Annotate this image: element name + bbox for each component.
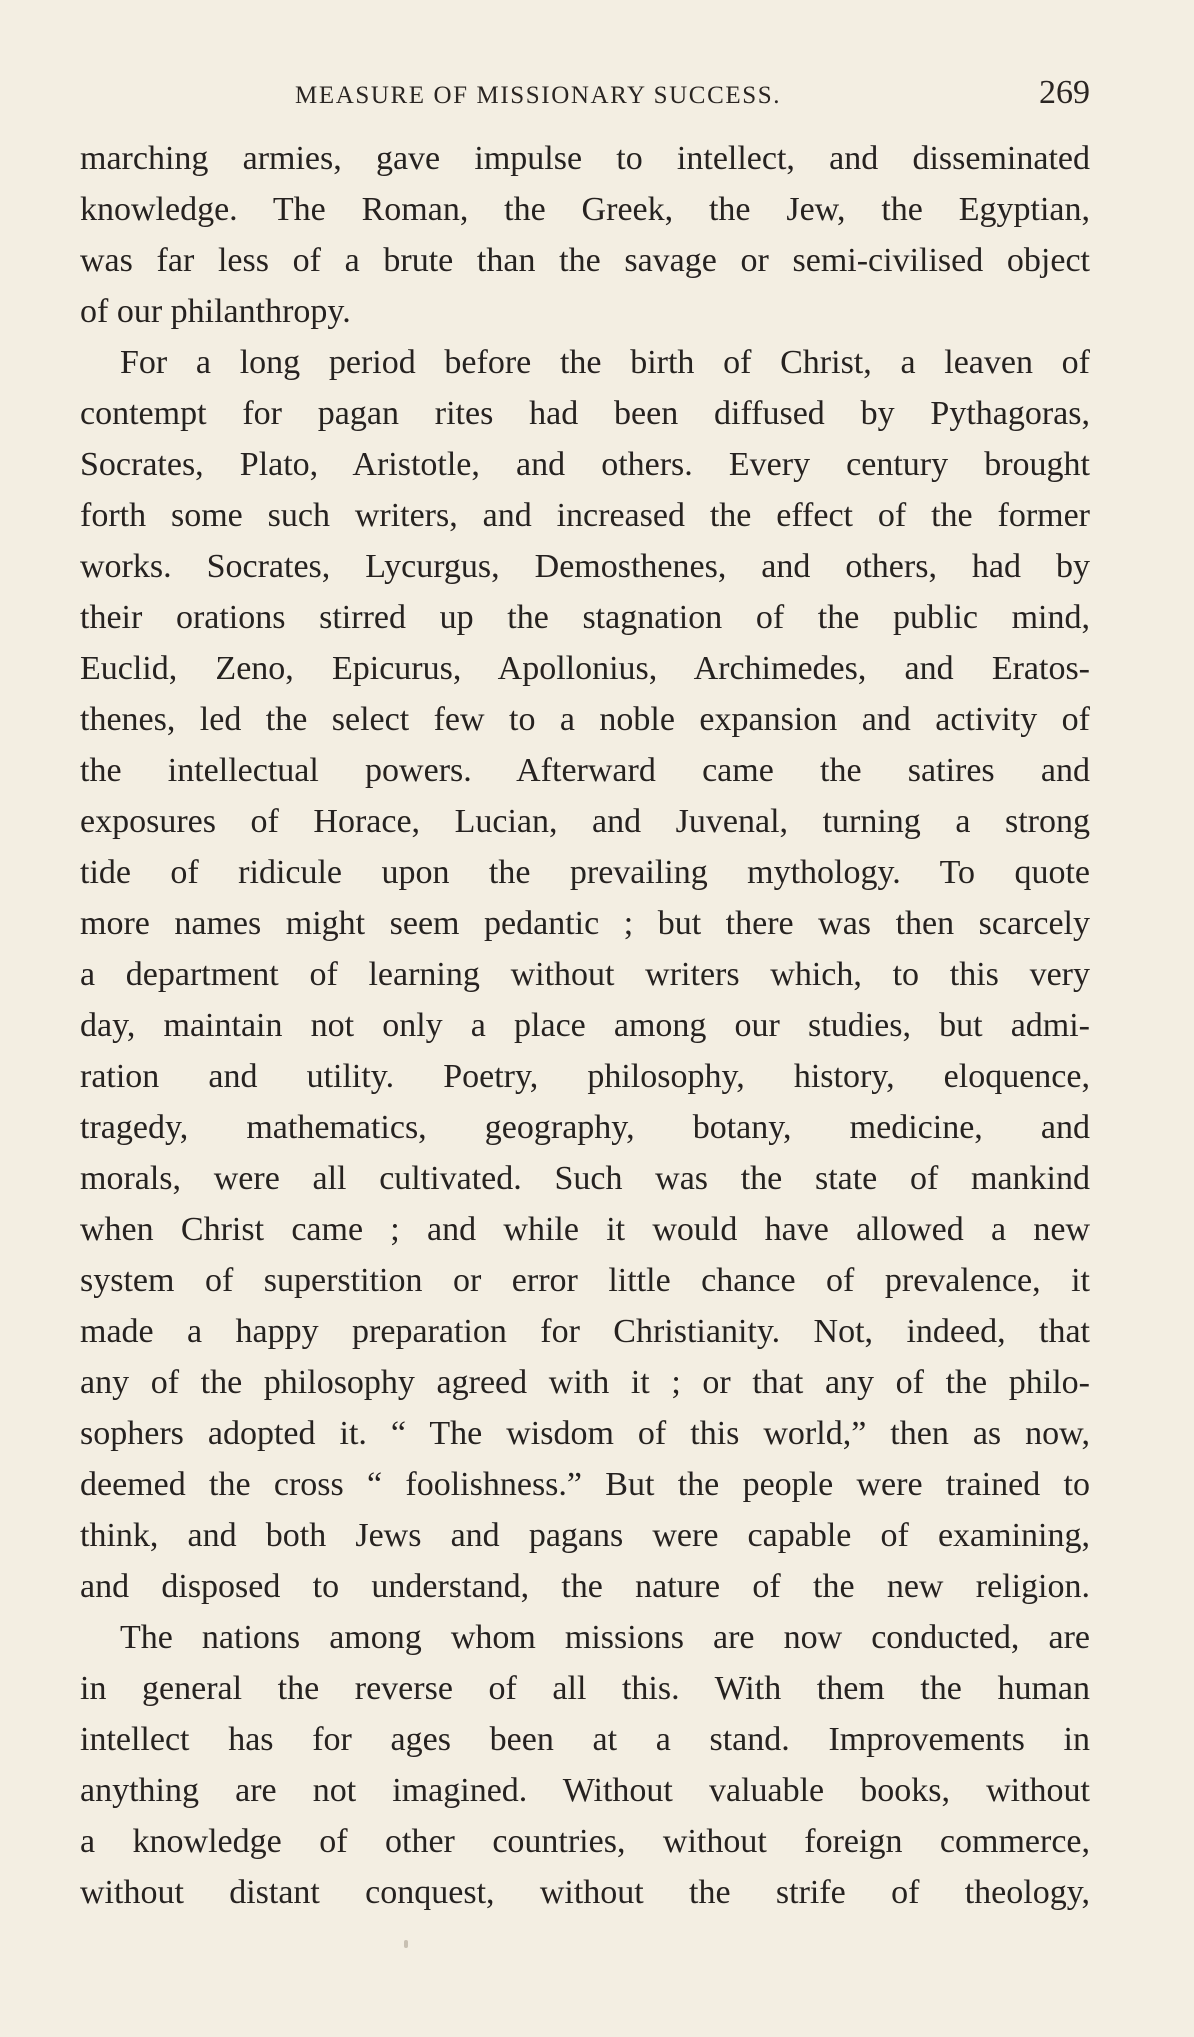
text-line: exposures of Horace, Lucian, and Juvenal, turning a strong (80, 803, 1090, 840)
text-line: a department of learning without writers which, to this very (80, 956, 1090, 993)
text-line: sophers adopted it. “ The wisdom of this world,” then as now, (80, 1415, 1090, 1452)
text-line: forth some such writers, and increased the effect of the former (80, 497, 1090, 534)
text-line: in general the reverse of all this. With them the human (80, 1670, 1090, 1707)
text-line: works. Socrates, Lycurgus, Demosthenes, and others, had by (80, 548, 1090, 585)
text-line: think, and both Jews and pagans were capable of examining, (80, 1517, 1090, 1554)
text-line: thenes, led the select few to a noble expansion and activity of (80, 701, 1090, 738)
text-line: Euclid, Zeno, Epicurus, Apollonius, Archimedes, and Eratos- (80, 650, 1090, 687)
text-line: their orations stirred up the stagnation of the public mind, (80, 599, 1090, 636)
text-line: ration and utility. Poetry, philosophy, history, eloquence, (80, 1058, 1090, 1095)
text-line: anything are not imagined. Without valuable books, without (80, 1772, 1090, 1809)
text-line: any of the philosophy agreed with it ; or that any of the philo- (80, 1364, 1090, 1401)
text-line: tragedy, mathematics, geography, botany, medicine, and (80, 1109, 1090, 1146)
text-line: tide of ridicule upon the prevailing mythology. To quote (80, 854, 1090, 891)
text-line: and disposed to understand, the nature of the new religion. (80, 1568, 1090, 1605)
text-line: Socrates, Plato, Aristotle, and others. Every century brought (80, 446, 1090, 483)
text-line: system of superstition or error little chance of prevalence, it (80, 1262, 1090, 1299)
text-line: made a happy preparation for Christianity. Not, indeed, that (80, 1313, 1090, 1350)
body-text (80, 133, 1090, 1918)
text-line: contempt for pagan rites had been diffused by Pythagoras, (80, 395, 1090, 432)
text-line: deemed the cross “ foolishness.” But the people were trained to (80, 1466, 1090, 1503)
text-line: the intellectual powers. Afterward came the satires and (80, 752, 1090, 789)
text-line: more names might seem pedantic ; but there was then scarcely (80, 905, 1090, 942)
text-line: when Christ came ; and while it would have allowed a new (80, 1211, 1090, 1248)
text-line: marching armies, gave impulse to intellect, and disseminated (80, 140, 1090, 177)
text-line: a knowledge of other countries, without foreign commerce, (80, 1823, 1090, 1860)
stray-ink-mark (404, 1940, 408, 1948)
text-line: intellect has for ages been at a stand. Improvements in (80, 1721, 1090, 1758)
text-line: day, maintain not only a place among our studies, but admi- (80, 1007, 1090, 1044)
text-line: of our philanthropy. (80, 293, 351, 330)
text-line: For a long period before the birth of Christ, a leaven of (120, 344, 1090, 381)
running-title: MEASURE OF MISSIONARY SUCCESS. (295, 82, 782, 109)
text-line: morals, were all cultivated. Such was the state of mankind (80, 1160, 1090, 1197)
text-line: was far less of a brute than the savage or semi-civilised object (80, 242, 1090, 279)
page-number: 269 (1039, 74, 1090, 111)
running-head (80, 74, 1090, 118)
text-line: The nations among whom missions are now conducted, are (120, 1619, 1090, 1656)
text-line: without distant conquest, without the strife of theology, (80, 1874, 1090, 1911)
text-line: knowledge. The Roman, the Greek, the Jew, the Egyptian, (80, 191, 1090, 228)
